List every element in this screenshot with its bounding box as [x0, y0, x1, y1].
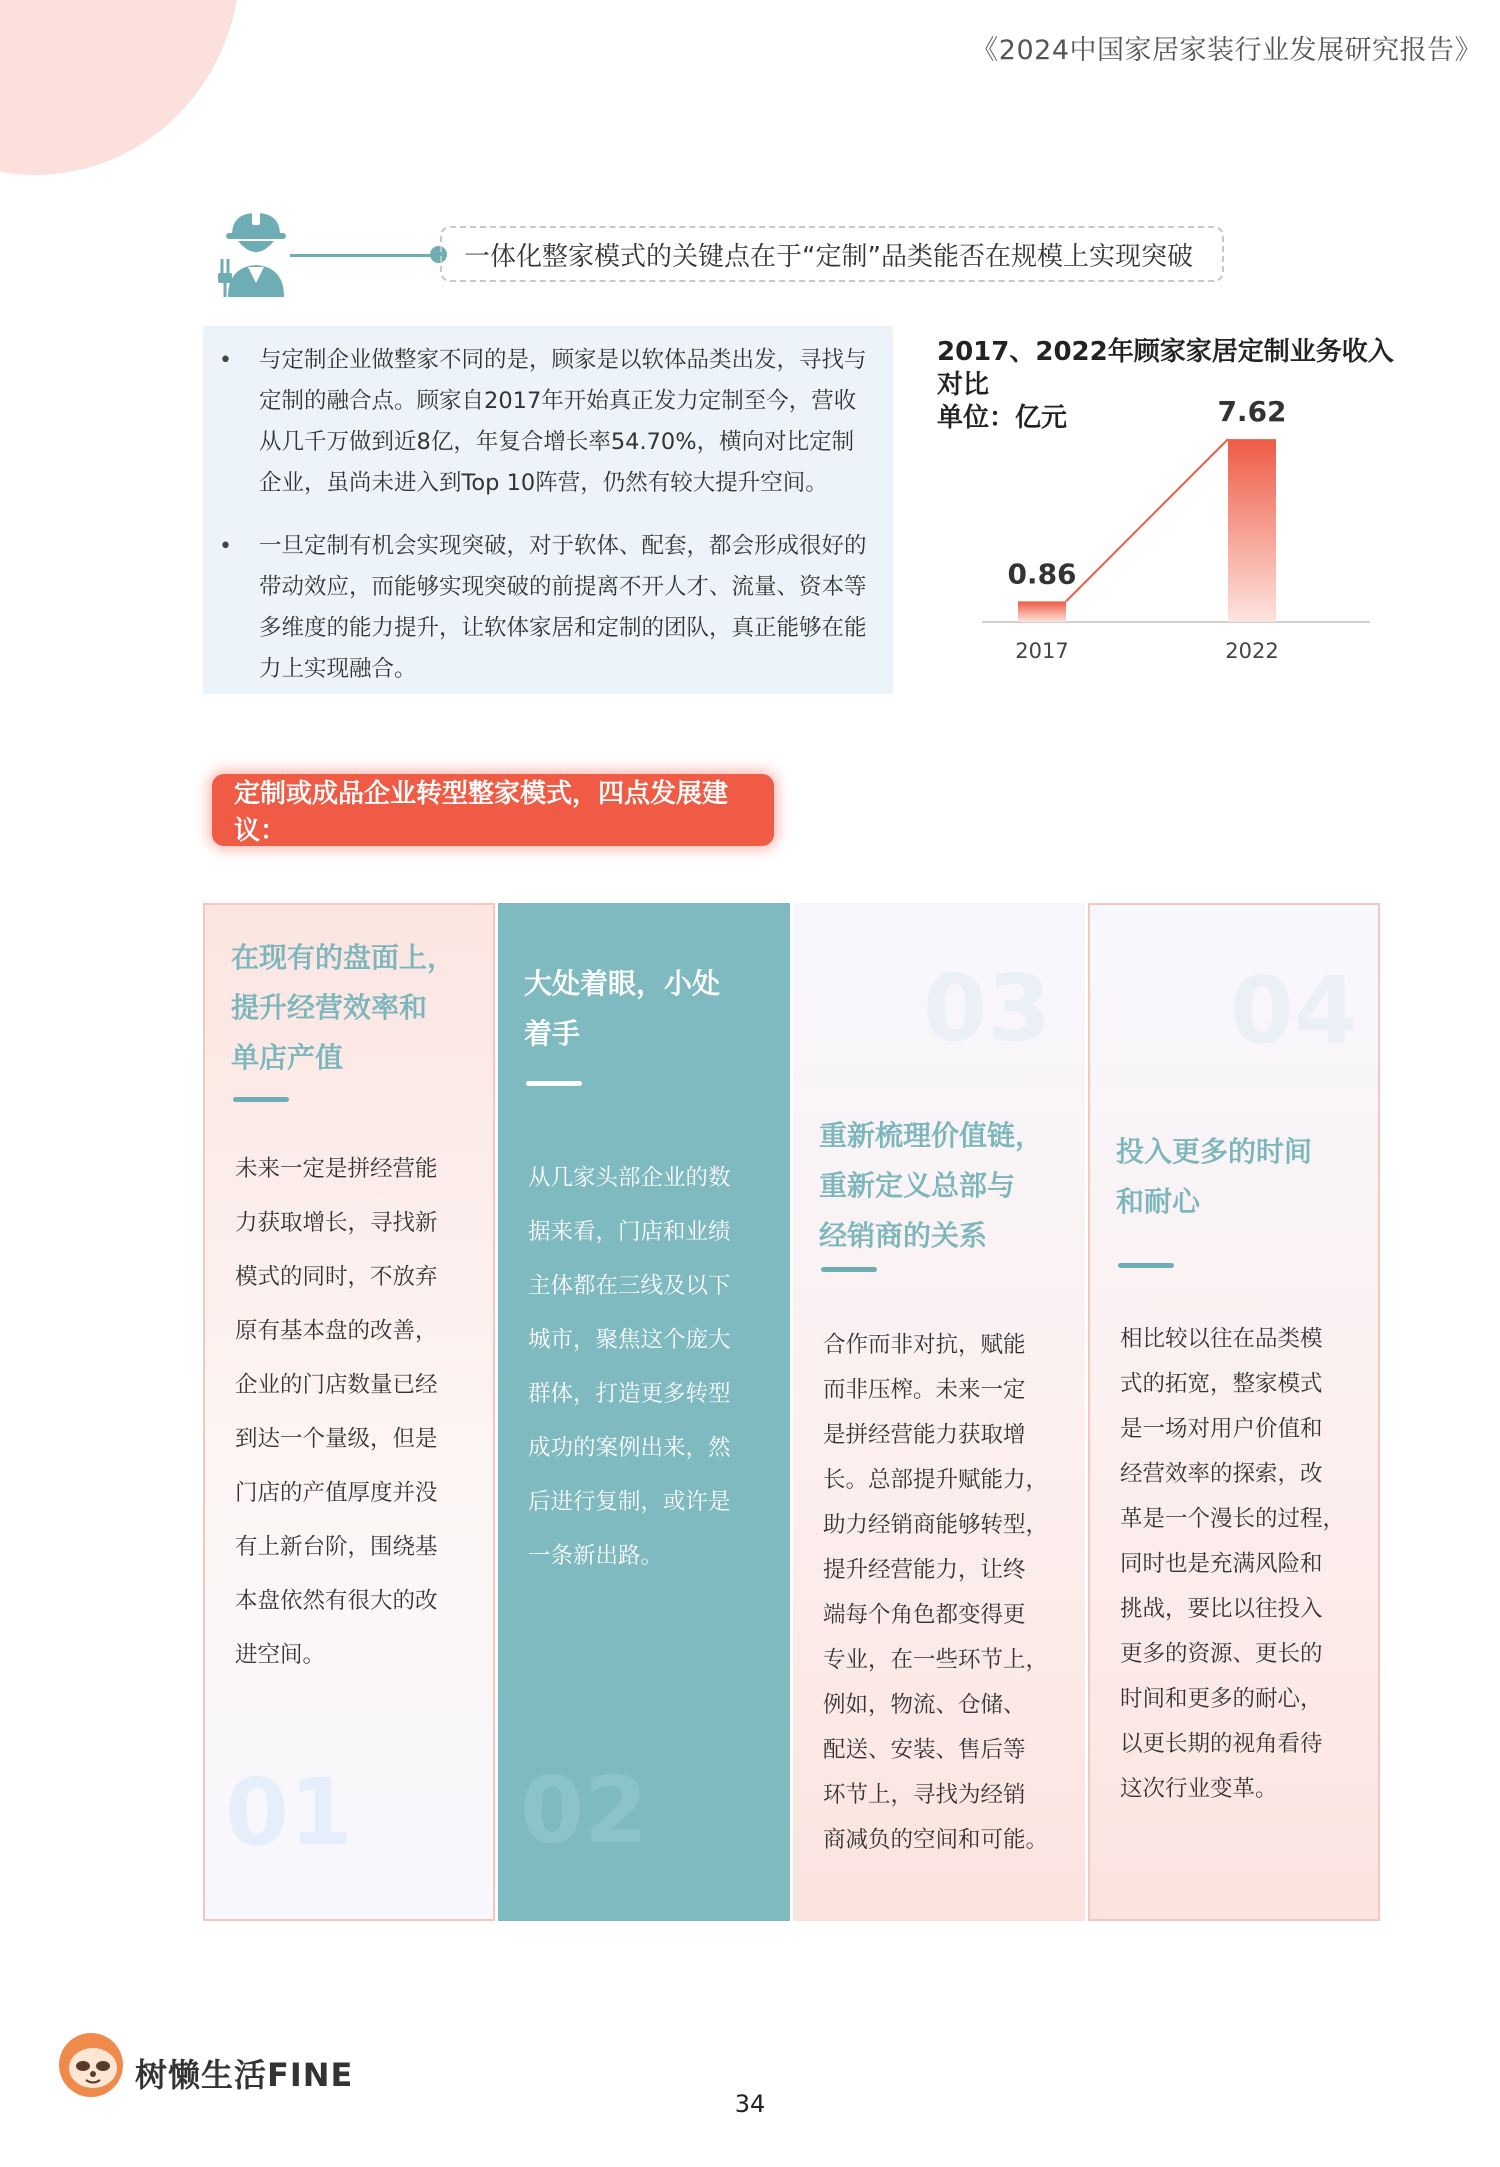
connector-line	[290, 254, 440, 257]
card-underline	[233, 1097, 289, 1102]
card-title-line: 经销商的关系	[819, 1219, 988, 1252]
card-body-line: 一条新出路。	[528, 1543, 664, 1569]
card-body-line: 城市，聚焦这个庞大	[528, 1327, 731, 1353]
card-body-line: 革是一个漫长的过程，	[1120, 1506, 1346, 1532]
card-body-line: 有上新台阶，围绕基	[235, 1534, 438, 1560]
card-body-line: 提升经营能力，让终	[823, 1557, 1026, 1583]
card-underline	[526, 1081, 582, 1086]
bullet-symbol: •	[219, 348, 232, 373]
card-body-line: 企业的门店数量已经	[235, 1372, 438, 1398]
card-body-line: 成功的案例出来，然	[528, 1435, 731, 1461]
intro-text-box	[203, 326, 893, 694]
card-body-line: 本盘依然有很大的改	[235, 1588, 438, 1614]
card-title	[231, 933, 455, 1083]
chart-bar	[1228, 439, 1276, 622]
footer-brand: 树懒生活FINE	[135, 2056, 354, 2094]
card-body-line: 挑战，要比以往投入	[1120, 1596, 1323, 1622]
card-body-line: 是拼经营能力获取增	[823, 1422, 1026, 1448]
card-body-line: 例如，物流、仓储、	[823, 1692, 1026, 1718]
card-body-line: 助力经销商能够转型，	[823, 1512, 1049, 1538]
suggestions-title-pill	[212, 774, 774, 846]
card-title-line: 单店产值	[231, 1041, 344, 1074]
card-body-line: 端每个角色都变得更	[823, 1602, 1026, 1628]
card-number: 02	[520, 1757, 649, 1864]
card-title-line: 在现有的盘面上，	[231, 941, 456, 974]
card-number: 01	[225, 1759, 354, 1866]
card-title-line: 投入更多的时间	[1116, 1135, 1313, 1168]
card-body-line: 式的拓宽，整家模式	[1120, 1371, 1323, 1397]
card-title-line: 着手	[524, 1017, 581, 1050]
card-body-line: 是一场对用户价值和	[1120, 1416, 1323, 1442]
card-underline	[1118, 1263, 1174, 1268]
card-body-line: 配送、安装、售后等	[823, 1737, 1026, 1763]
card-title-line: 提升经营效率和	[231, 991, 428, 1024]
card-underline	[821, 1267, 877, 1272]
card-body-line: 以更长期的视角看待	[1120, 1731, 1323, 1757]
chart-tick-label: 2017	[1015, 639, 1069, 663]
bullet-text: 与定制企业做整家不同的是，顾家是以软体品类出发，寻找与定制的融合点。顾家自2017年开始真正发力定制至今，营收从几千万做到近8亿，年复合增长率54.70%，横向对比定制企业，虽尚未进入到Top 10阵营，仍然有较大提升空间。	[259, 347, 867, 496]
card-body-line: 据来看，门店和业绩	[528, 1219, 731, 1245]
card-body-line: 主体都在三线及以下	[528, 1273, 731, 1299]
card-title	[524, 959, 720, 1059]
chart-bar	[1018, 601, 1066, 622]
card-body	[823, 1323, 1048, 1863]
intro-bullet	[219, 526, 871, 690]
card-body-line: 从几家头部企业的数	[528, 1165, 731, 1191]
card-body-line: 原有基本盘的改善，	[235, 1318, 438, 1344]
chart-data-label: 0.86	[1007, 557, 1077, 591]
key-point-text: 一体化整家模式的关键点在于“定制”品类能否在规模上实现突破	[464, 241, 1193, 272]
chart-trend-line	[1066, 439, 1228, 601]
report-title: 《2024中国家居家装行业发展研究报告》	[971, 35, 1482, 66]
card-body-line: 商减负的空间和可能。	[823, 1827, 1049, 1853]
page-number: 34	[734, 2090, 766, 2118]
card-body-line: 后进行复制，或许是	[528, 1489, 731, 1515]
card-body-line: 力获取增长，寻找新	[235, 1210, 438, 1236]
card-body-line: 长。总部提升赋能力，	[823, 1467, 1049, 1493]
revenue-bar-chart	[930, 400, 1370, 680]
card-title-line: 大处着眼，小处	[524, 967, 721, 1000]
key-point-banner	[440, 226, 1224, 282]
card-body	[235, 1142, 438, 1682]
card-body-line: 进空间。	[235, 1642, 326, 1668]
suggestion-card-3	[793, 903, 1085, 1921]
suggestion-card-1	[203, 903, 495, 1921]
chart-tick-label: 2022	[1225, 639, 1279, 663]
worker-icon	[218, 205, 294, 297]
card-number: 03	[922, 955, 1051, 1062]
chart-title: 2017、2022年顾家家居定制业务收入对比	[937, 337, 1394, 400]
card-body-line: 群体，打造更多转型	[528, 1381, 731, 1407]
card-body-line: 同时也是充满风险和	[1120, 1551, 1323, 1577]
card-title	[1116, 1127, 1312, 1227]
intro-bullet	[219, 340, 871, 504]
card-body-line: 模式的同时，不放弃	[235, 1264, 438, 1290]
chart-unit: 单位：亿元	[937, 403, 1068, 433]
card-number: 04	[1229, 957, 1358, 1064]
card-body-line: 环节上，寻找为经销	[823, 1782, 1026, 1808]
card-body-line: 经营效率的探索，改	[1120, 1461, 1323, 1487]
card-body-line: 这次行业变革。	[1120, 1776, 1278, 1802]
card-title-line: 重新梳理价值链，	[819, 1119, 1044, 1152]
chart-data-label: 7.62	[1217, 400, 1287, 429]
card-body-line: 到达一个量级，但是	[235, 1426, 438, 1452]
bullet-symbol: •	[219, 534, 232, 559]
card-body-line: 门店的产值厚度并没	[235, 1480, 438, 1506]
card-title-line: 重新定义总部与	[819, 1169, 1016, 1202]
card-title	[819, 1111, 1043, 1261]
card-body-line: 时间和更多的耐心，	[1120, 1686, 1323, 1712]
card-body	[1120, 1317, 1345, 1812]
card-body-line: 相比较以往在品类模	[1120, 1326, 1323, 1352]
decorative-circle	[0, 0, 240, 175]
bullet-text: 一旦定制有机会实现突破，对于软体、配套，都会形成很好的带动效应，而能够实现突破的前提离不开人才、流量、资本等多维度的能力提升，让软体家居和定制的团队，真正能够在能力上实现融合。	[259, 533, 867, 682]
card-body-line: 合作而非对抗，赋能	[823, 1332, 1026, 1358]
card-body-line: 更多的资源、更长的	[1120, 1641, 1323, 1667]
card-body-line: 未来一定是拼经营能	[235, 1156, 438, 1182]
suggestions-title: 定制或成品企业转型整家模式，四点发展建议：	[234, 779, 729, 846]
suggestion-card-4	[1088, 903, 1380, 1921]
card-title-line: 和耐心	[1116, 1185, 1201, 1218]
card-body-line: 而非压榨。未来一定	[823, 1377, 1026, 1403]
card-body-line: 专业，在一些环节上，	[823, 1647, 1049, 1673]
card-body	[528, 1151, 731, 1583]
suggestion-card-2	[498, 903, 790, 1921]
